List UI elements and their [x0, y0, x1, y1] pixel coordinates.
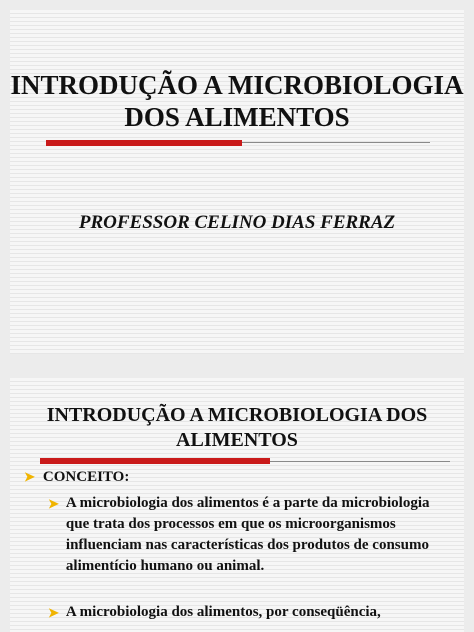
- title-accent-bar: [46, 140, 242, 146]
- bullet-item: [24, 469, 129, 486]
- slide-2-title-line-2: ALIMENTOS: [176, 429, 298, 451]
- arrowhead-bullet-icon: ➤: [48, 605, 59, 620]
- slide-2-title-line-1: INTRODUÇÃO A MICROBIOLOGIA DOS: [46, 404, 428, 426]
- sub-bullet-item: [48, 602, 456, 623]
- title-divider-line: [270, 461, 450, 462]
- title-divider-line: [242, 142, 430, 143]
- slide-1-title-line-2: DOS ALIMENTOS: [124, 102, 350, 132]
- slide-1-title: [10, 69, 464, 133]
- sub-bullet-item: [48, 493, 456, 577]
- sub-bullet-text: A microbiologia dos alimentos, por conseqüência,: [65, 604, 381, 620]
- slide-1-title-line-1: INTRODUÇÃO A MICROBIOLOGIA: [10, 70, 464, 100]
- title-accent-bar: [40, 458, 270, 464]
- slide-1-subtitle: PROFESSOR CELINO DIAS FERRAZ: [78, 212, 396, 233]
- slide-1: [10, 10, 464, 354]
- slide-2-title: [10, 403, 464, 453]
- arrowhead-bullet-icon: ➤: [24, 469, 35, 484]
- arrowhead-bullet-icon: ➤: [48, 496, 59, 511]
- sub-bullet-text: A microbiologia dos alimentos é a parte da microbiologia que trata dos processos em que os microorganismos influenciam nas características dos produtos de consumo alimentício humano ou animal.: [65, 495, 430, 574]
- bullet-label: CONCEITO:: [42, 469, 130, 485]
- slide-2: [10, 378, 464, 632]
